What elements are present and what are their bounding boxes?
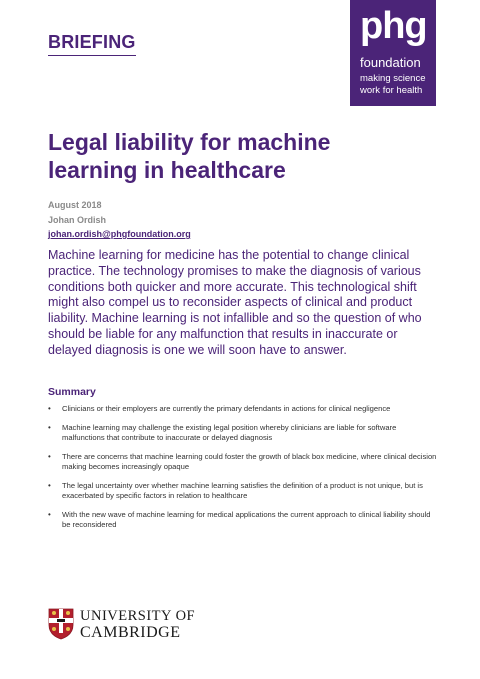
publication-date: August 2018 bbox=[48, 200, 102, 210]
phg-foundation-logo bbox=[350, 0, 436, 106]
summary-list bbox=[48, 404, 438, 539]
cambridge-crest-icon bbox=[48, 608, 74, 640]
bullet-icon: • bbox=[48, 404, 51, 413]
summary-item bbox=[48, 452, 438, 473]
bullet-icon: • bbox=[48, 422, 51, 432]
university-of-cambridge-logo bbox=[48, 608, 208, 644]
logo-wordmark: phg bbox=[360, 5, 427, 47]
logo-tagline-2: work for health bbox=[360, 85, 423, 96]
logo-foundation: foundation bbox=[360, 55, 421, 70]
university-line-2: CAMBRIDGE bbox=[80, 624, 181, 641]
summary-item-text: Machine learning may challenge the existing legal position whereby clinicians are liable for software malfunctions that contribute to inaccurate or delayed diagnosis bbox=[62, 422, 397, 442]
intro-paragraph: Machine learning for medicine has the potential to change clinical practice. The technology promises to make the diagnosis of various conditions both quicker and more accurate. This technological shift might also compel us to reconsider aspects of clinical and product liability. Machine learning is not infallible and so the question of who should be liable for any malfunction that results in inaccurate or delayed diagnosis is one we will soon have to answer. bbox=[48, 248, 422, 357]
summary-item-text: The legal uncertainty over whether machine learning satisfies the definition of a product is not unique, but is exacerbated by specific factors in relation to healthcare bbox=[62, 480, 423, 500]
summary-item bbox=[48, 481, 438, 502]
summary-item-text: Clinicians or their employers are currently the primary defendants in actions for clinical negligence bbox=[62, 404, 391, 413]
bullet-icon: • bbox=[48, 509, 51, 519]
author-email-link[interactable]: johan.ordish@phgfoundation.org bbox=[48, 229, 191, 239]
author-name: Johan Ordish bbox=[48, 215, 107, 225]
summary-item-text: With the new wave of machine learning for medical applications the current approach to clinical liability should be reconsidered bbox=[62, 509, 431, 529]
summary-item bbox=[48, 404, 438, 415]
summary-heading: Summary bbox=[48, 386, 96, 398]
summary-item bbox=[48, 423, 438, 444]
briefing-label: BRIEFING bbox=[48, 32, 136, 56]
university-line-1: UNIVERSITY OF bbox=[80, 608, 196, 624]
summary-item bbox=[48, 510, 438, 531]
bullet-icon: • bbox=[48, 480, 51, 490]
document-title: Legal liability for machine learning in healthcare bbox=[48, 129, 331, 183]
summary-item-text: There are concerns that machine learning could foster the growth of black box medicine, where clinical decision making becomes increasingly opaque bbox=[62, 451, 437, 471]
logo-tagline-1: making science bbox=[360, 73, 426, 84]
bullet-icon: • bbox=[48, 451, 51, 461]
